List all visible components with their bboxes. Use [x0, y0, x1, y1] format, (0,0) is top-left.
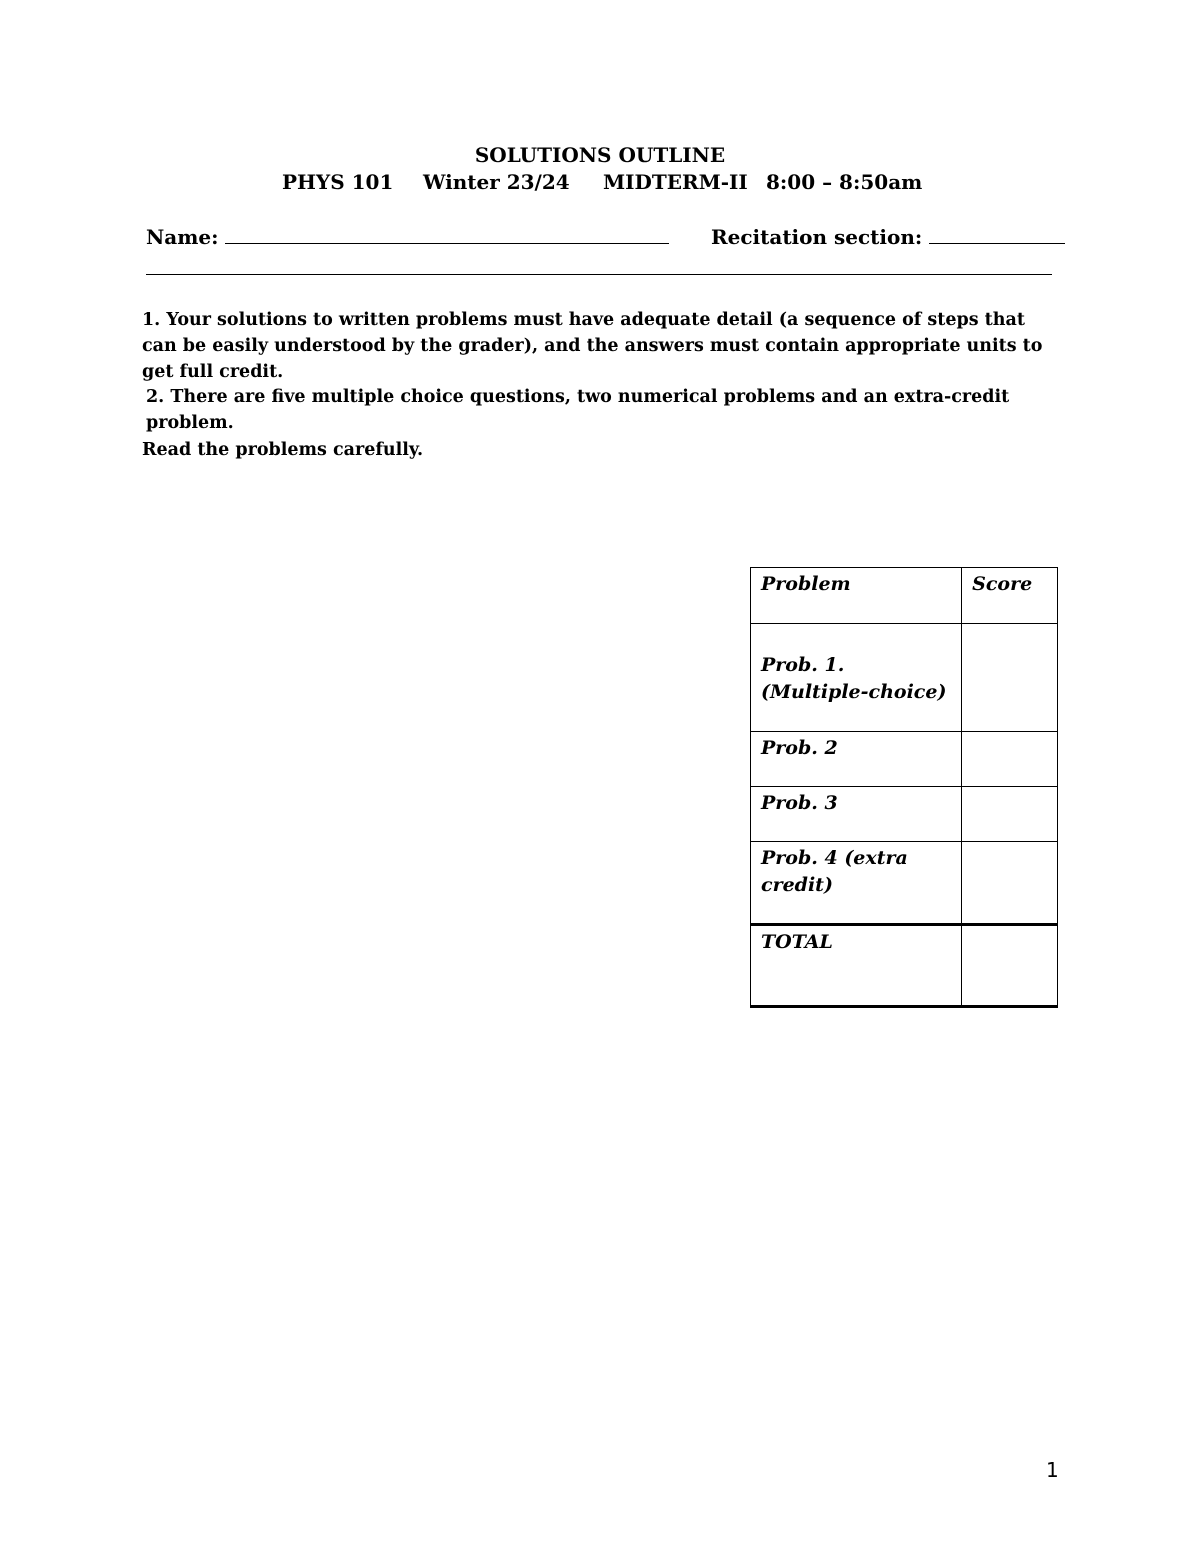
separator-rule	[146, 274, 1052, 275]
instruction-1: 1. Your solutions to written problems must have adequate detail (a sequence of steps that can be easily understood by the grader), and the answers must contain appropriate units to get full credit.	[142, 310, 1043, 382]
name-field	[146, 225, 669, 249]
table-row	[751, 732, 1058, 787]
header-score: Score	[962, 568, 1058, 624]
score-cell[interactable]	[962, 787, 1058, 842]
instruction-2: 2. There are five multiple choice questions, two numerical problems and an extra-credit problem.	[146, 387, 1010, 433]
table-header-row	[751, 568, 1058, 624]
score-cell[interactable]	[962, 732, 1058, 787]
document-title: SOLUTIONS OUTLINE	[474, 143, 726, 167]
term: Winter 23/24	[423, 170, 570, 194]
table-row	[751, 842, 1058, 925]
score-cell[interactable]	[962, 842, 1058, 925]
recitation-field	[711, 225, 1065, 249]
total-score-cell[interactable]	[962, 925, 1058, 1007]
table-row	[751, 624, 1058, 732]
problem-cell: Prob. 3	[751, 787, 962, 842]
recitation-blank[interactable]	[929, 225, 1065, 244]
problem-cell: Prob. 1. (Multiple-choice)	[751, 624, 962, 732]
course-code: PHYS 101	[282, 170, 394, 194]
problem-cell: Prob. 4 (extra credit)	[751, 842, 962, 925]
score-table	[750, 567, 1058, 1008]
problem-cell: Prob. 2	[751, 732, 962, 787]
header-problem: Problem	[751, 568, 962, 624]
exam-time: 8:00 – 8:50am	[766, 170, 923, 194]
name-blank[interactable]	[225, 225, 669, 244]
recitation-label: Recitation section:	[711, 225, 923, 249]
page-number: 1	[1046, 1458, 1059, 1482]
score-cell[interactable]	[962, 624, 1058, 732]
exam-name: MIDTERM-II	[603, 170, 748, 194]
table-row	[751, 787, 1058, 842]
name-label: Name:	[146, 225, 219, 249]
total-label-cell: TOTAL	[751, 925, 962, 1007]
table-row-total	[751, 925, 1058, 1007]
instruction-3: Read the problems carefully.	[142, 440, 424, 460]
